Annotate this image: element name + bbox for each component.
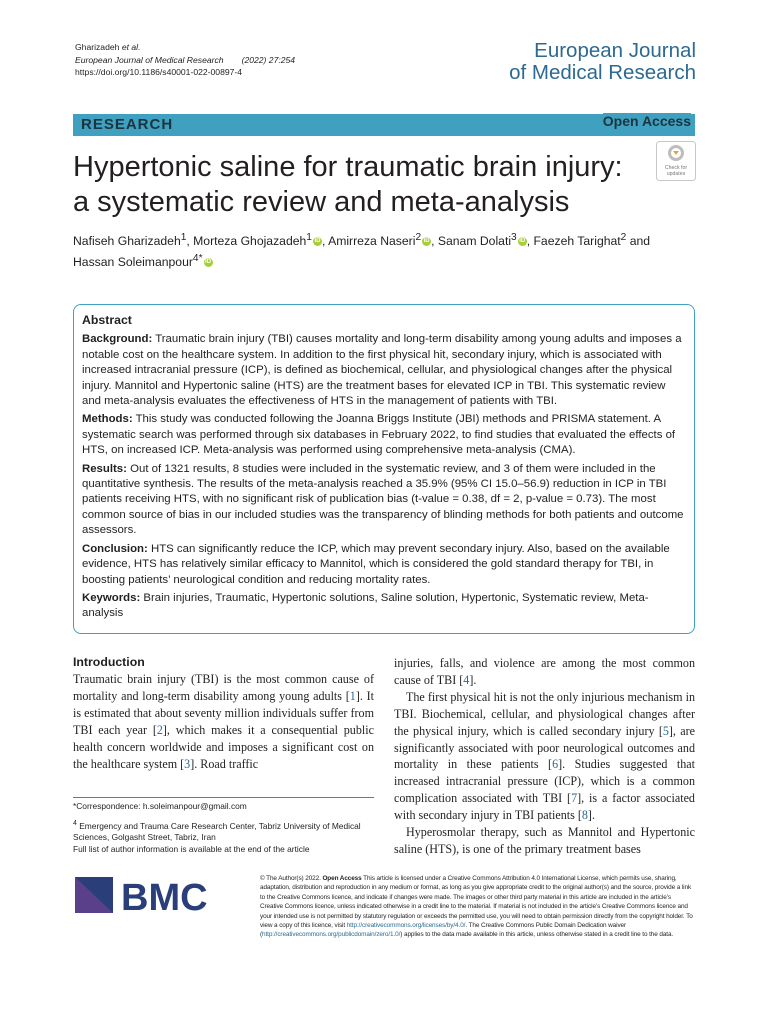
citation-link[interactable]: 6 [552, 757, 559, 772]
correspondence-note: *Correspondence: h.soleimanpour@gmail.com [73, 801, 247, 811]
intro-paragraph-3: Hyperosmolar therapy, such as Mannitol and Hypertonic saline (HTS), is one of the primary treatment bases [394, 825, 695, 856]
author-affil-sup: 3 [511, 232, 517, 243]
article-type-label: RESEARCH [81, 116, 174, 133]
author-name: Amirreza Naseri [328, 234, 416, 249]
author-name: Faezeh Tarighat [533, 234, 621, 249]
author-affil-sup: 2 [415, 232, 422, 243]
author-affil-sup: 1 [180, 232, 187, 243]
journal-line-2: of Medical Research [509, 61, 696, 84]
full-list-note: Full list of author information is available at the end of the article [73, 844, 310, 855]
check-for-updates-icon[interactable] [656, 141, 696, 181]
article-title: Hypertonic saline for traumatic brain injury: a systematic review and meta-analysis [73, 151, 623, 218]
journal-line-1: European Journal [534, 39, 696, 62]
abstract-results: Results: Out of 1321 results, 8 studies were included in the systematic review, and 3 of them were included in the quantitative synthesis. The results of the meta-analysis reached a 35.9% (95% CI 15.0–56.9) reduction in ICP in TBI patients receiving HTS, with no significant risk of publication bias (t-value = 0.38, df = 2, p-value = 0.73). The most common source of bias in our included studies was the transparency of blinding methods for both patients and outcome assessors. [82, 462, 684, 537]
article-type-banner [73, 114, 695, 136]
bmc-logo [75, 875, 215, 915]
section-heading-introduction: Introduction [73, 655, 145, 669]
header-journal: European Journal of Medical Research [75, 54, 224, 65]
citation-link[interactable]: 8 [581, 808, 588, 823]
author-affil-sup: 4* [192, 253, 203, 265]
citation-link[interactable]: 5 [662, 723, 669, 738]
check-updates-line2: updates [666, 171, 686, 177]
abstract-box [73, 304, 695, 634]
author-list: Nafiseh Gharizadeh$^1$, Morteza Ghojazadeh$^1$ iD , Amirreza Naseri$^2$ iD , Sanam Dolati$^3$ iD , Faezeh Tarighat$^2$ and Hassan Soleimanpour$^{4*}$ iD [73, 232, 651, 270]
author-affil-sup: 1 [306, 232, 312, 243]
citation-link[interactable]: 3 [184, 756, 191, 771]
body-column-left [73, 655, 374, 772]
header-authors: Gharizadeh [75, 42, 120, 52]
author-affil-sup: 2 [620, 232, 627, 243]
header-doi[interactable]: https://doi.org/10.1186/s40001-022-00897-4 [75, 67, 243, 78]
check-updates-line1: Check for [664, 165, 688, 171]
abstract-keywords: Keywords: Brain injuries, Traumatic, Hypertonic solutions, Saline solution, Hypertonic, Systematic review, Meta-analysis [82, 591, 649, 620]
orcid-icon[interactable]: iD [423, 238, 430, 245]
author-name: Nafiseh Gharizadeh [73, 234, 181, 249]
citation-header [75, 41, 295, 79]
bmc-logo-text: BMC [121, 877, 208, 915]
affiliation-note: $^4$ Emergency and Trauma Care Research Center, Tabriz University of Medical Sciences, Golgasht Street, Tabriz, Iran Full list of author information is available at the end of the article [73, 819, 361, 855]
citation-link[interactable]: 4 [463, 672, 470, 687]
intro-paragraph-1: Traumatic brain injury (TBI) is the most common cause of mortality and long-term disability among young adults [1]. It is estimated that about seventy million individuals suffer from TBI each year [2], which makes it a consequential public health concern worldwide and imposes a significant cost on the healthcare system [3]. Road traffic [73, 672, 374, 771]
header-et-al: et al. [121, 42, 141, 52]
orcid-icon[interactable]: iD [205, 259, 212, 266]
orcid-icon[interactable]: iD [519, 238, 526, 245]
intro-paragraph-1-cont: injuries, falls, and violence are among the most common cause of TBI [4]. [394, 656, 695, 687]
abstract-methods: Methods: This study was conducted following the Joanna Briggs Institute (JBI) methods and PRISMA statement. A systematic search was performed through six databases in February 2022, to find studies that evaluated the effects of HTS, on increased ICP. Meta-analysis was performed using comprehensive meta-analysis (CMA). [82, 413, 676, 457]
abstract-heading: Abstract [82, 313, 132, 327]
intro-paragraph-2: The first physical hit is not the only injurious mechanism in TBI. Biochemical, cellular, and physiological changes after the physical injury, which is called secondary injury [5], are significantly associated with poor neurological outcomes and mortality in these patients [6]. Studies suggested that increased intracranial pressure (ICP), which is a common complication associated with TBI [7], is a factor associated with secondary injury in TBI patients [8]. [394, 689, 695, 823]
abstract-conclusion: Conclusion: HTS can significantly reduce the ICP, which may prevent secondary injury. Also, based on the available evidence, HTS has relatively similar efficacy to Mannitol, which is considered the gold standard therapy for TBI, in boosting patients’ neurological condition and reducing mortality rates. [82, 542, 670, 586]
open-access-label: Open Access [602, 113, 691, 129]
orcid-icon[interactable]: iD [314, 238, 321, 245]
author-name: Sanam Dolati [437, 234, 512, 249]
journal-logo-text [509, 40, 696, 84]
citation-link[interactable]: 1 [349, 688, 356, 703]
citation-link[interactable]: 2 [156, 722, 163, 737]
footnotes [73, 797, 374, 861]
license-link[interactable]: http://creativecommons.org/licenses/by/4.0/ [346, 922, 466, 930]
citation-link[interactable]: 7 [571, 791, 578, 806]
author-name: Morteza Ghojazadeh [193, 234, 307, 249]
author-name: Hassan Soleimanpour [73, 255, 193, 270]
license-text: © The Author(s) 2022. Open Access This article is licensed under a Creative Commons Attribution 4.0 International License, which permits use, sharing, adaptation, distribution and reproduction in any medium or format, as long as you give appropriate credit to the original author(s) and the source, provide a link to the Creative Commons licence, and indicate if changes were made. The images or other third party material in this article are included in the article’s Creative Commons licence, unless indicated otherwise in a credit line to the material. If material is not included in the article’s Creative Commons licence and your intended use is not permitted by statutory regulation or exceeds the permitted use, you will need to obtain permission directly from the copyright holder. To view a copy of this licence, visit http://creativecommons.org/licenses/by/4.0/. The Creative Commons Public Domain Dedication waiver (http://creativecommons.org/publicdomain/zero/1.0/) applies to the data made available in this article, unless otherwise stated in a credit line to the data. [260, 875, 693, 939]
abstract-background: Background: Traumatic brain injury (TBI) causes mortality and long-term disability among young adults and imposes a notable cost on the healthcare system. In addition to the first physical hit, secondary injury, which is associated with increased intracranial pressure (ICP), is defined as biochemical, cellular, and physiological changes after the physical injury. Mannitol and Hypertonic saline (HTS) are the treatment bases for elevated ICP in TBI. This systematic review and meta-analysis evaluates the effectiveness of HTS in the management of patients with TBI. [82, 333, 682, 408]
header-volume: (2022) 27:254 [241, 54, 296, 65]
public-domain-link[interactable]: http://creativecommons.org/publicdomain/zero/1.0/ [262, 931, 401, 939]
body-column-right [394, 655, 695, 858]
